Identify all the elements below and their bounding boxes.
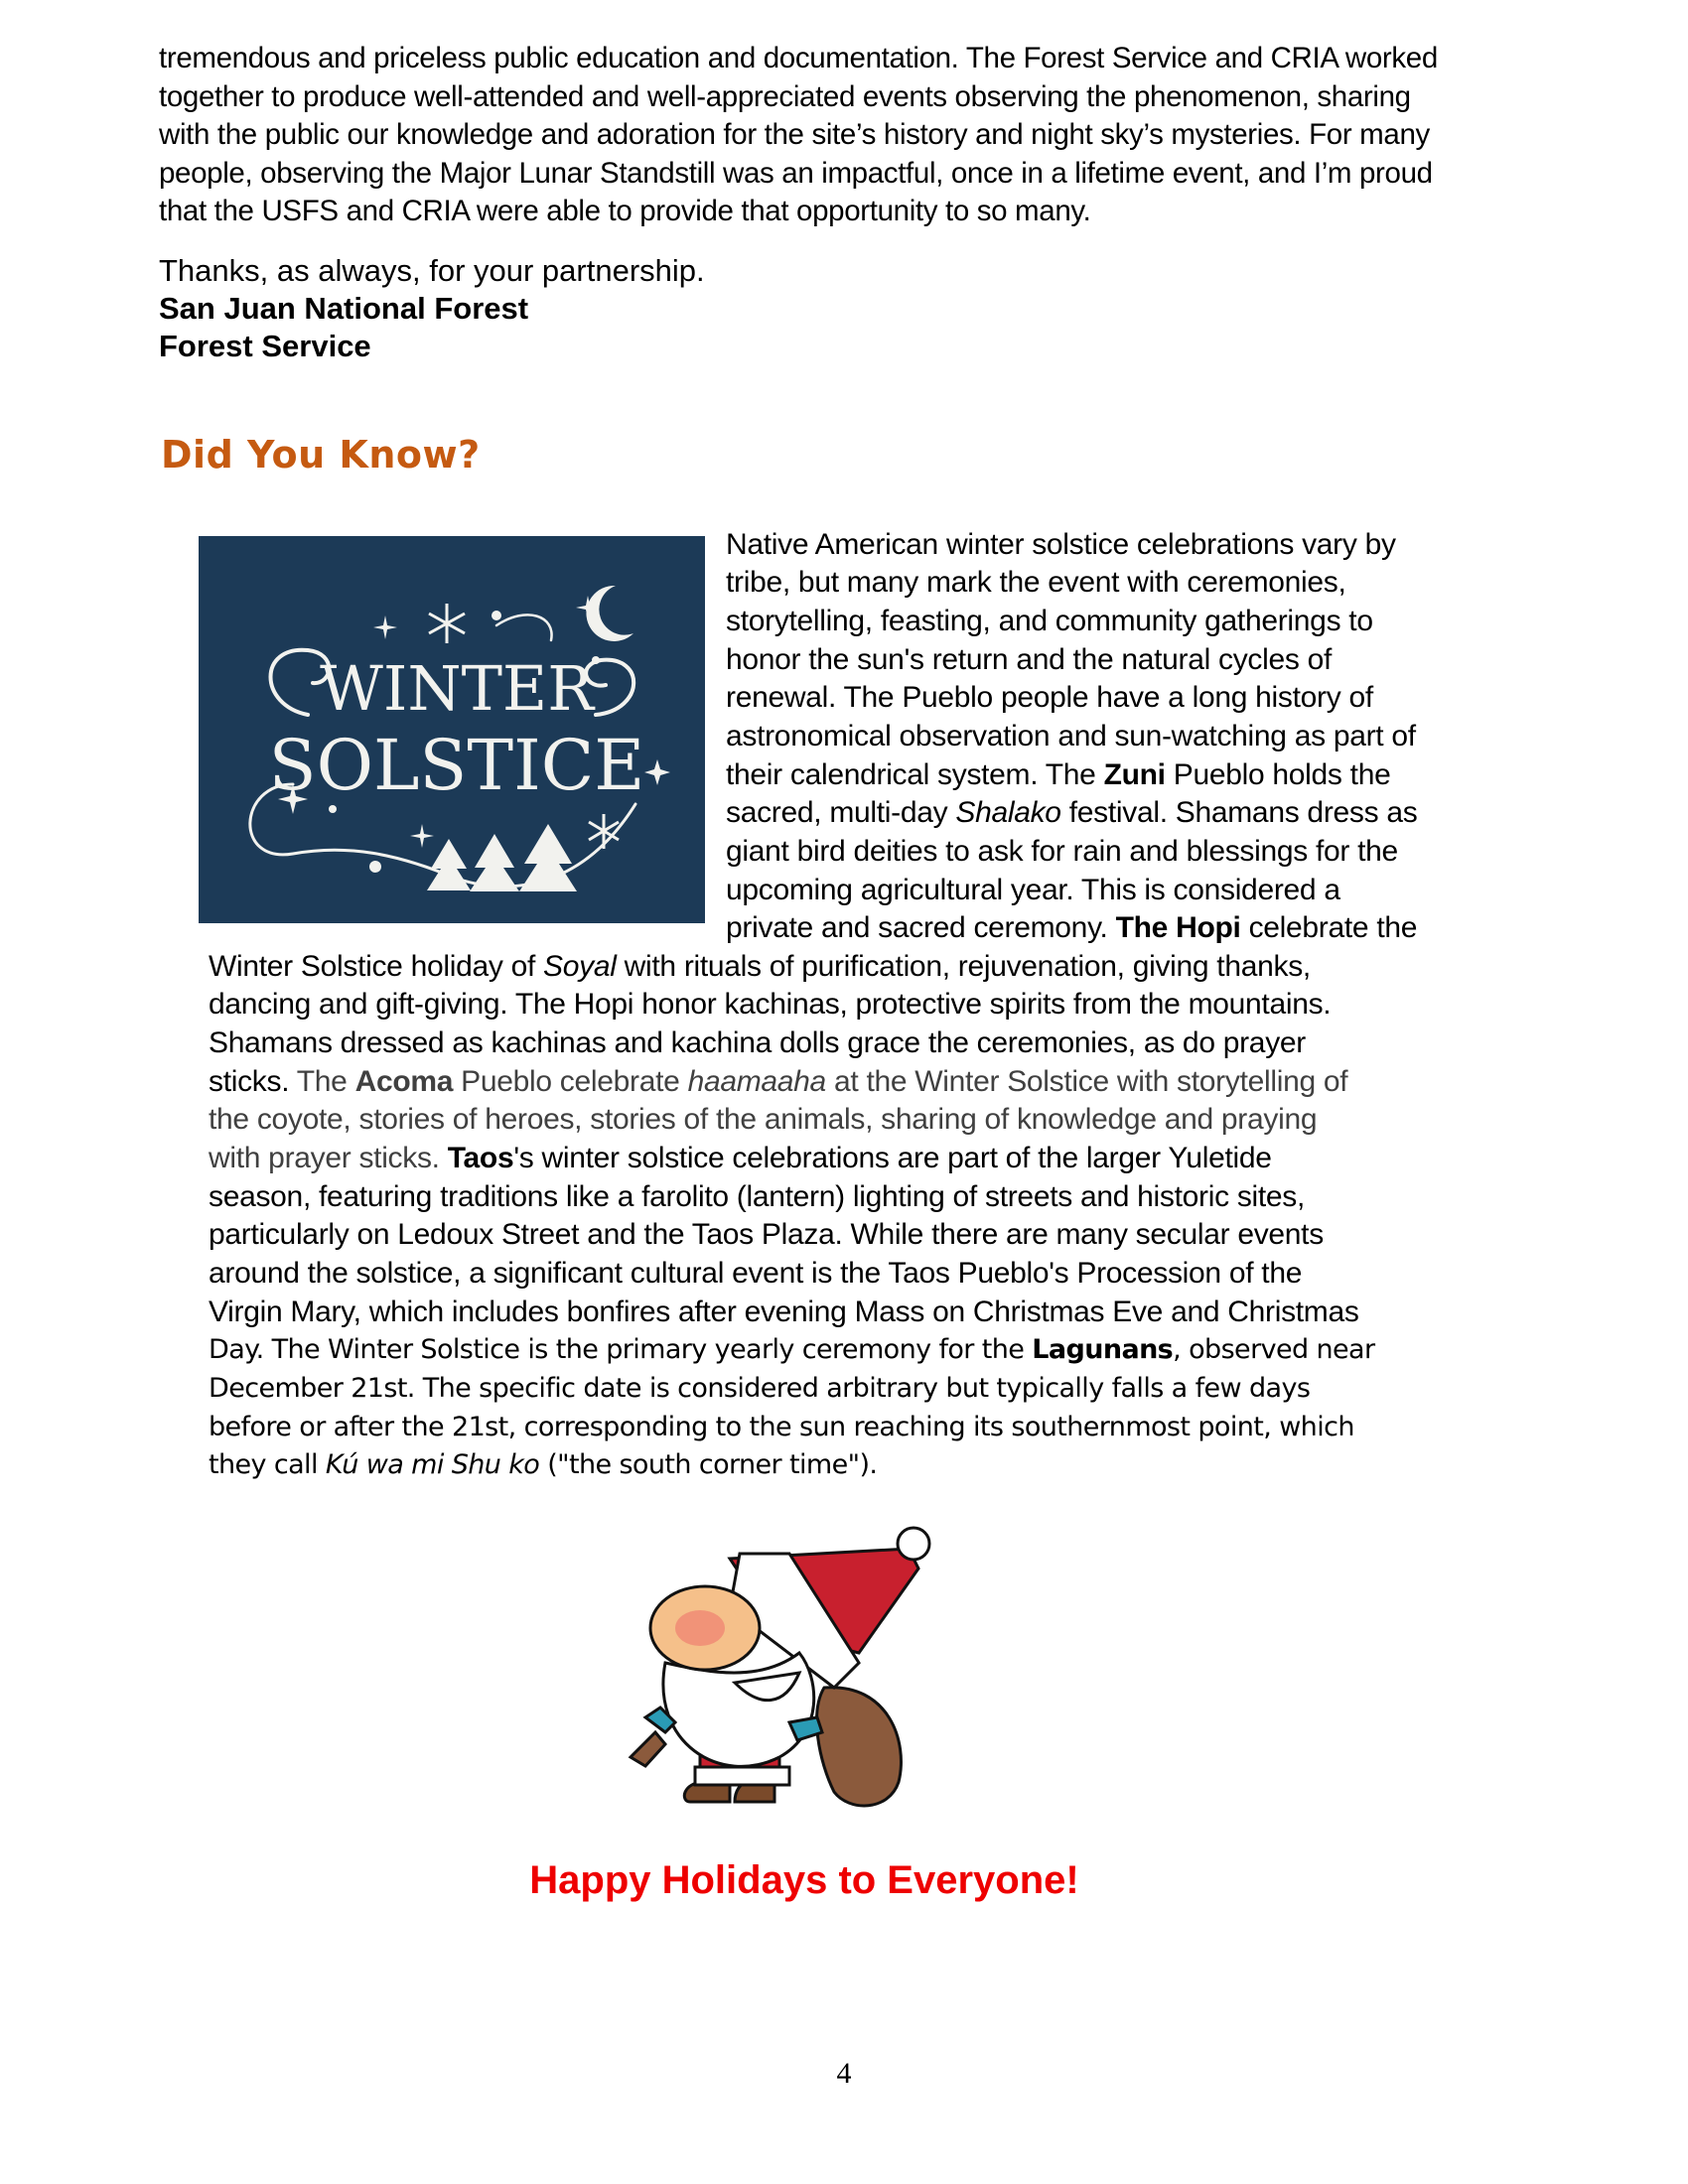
signature-agency: Forest Service bbox=[159, 329, 371, 363]
article-line: December 21st. The specific date is considered arbitrary but typically falls a few days bbox=[209, 1373, 1311, 1404]
text-run: , observed near bbox=[1173, 1334, 1375, 1365]
thanks-text: Thanks, as always, for your partnership. bbox=[159, 253, 705, 288]
article-line: storytelling, feasting, and community gatherings to bbox=[726, 605, 1373, 637]
article-line bbox=[209, 1446, 877, 1485]
article-line: Shamans dressed as kachinas and kachina dolls grace the ceremonies, as do prayer bbox=[209, 1026, 1306, 1059]
festival-soyal: Soyal bbox=[543, 950, 617, 983]
letter-line: tremendous and priceless public education and documentation. The Forest Service and CRIA worked bbox=[159, 42, 1438, 74]
text-run: their calendrical system. The bbox=[726, 758, 1104, 791]
article-line: dancing and gift-giving. The Hopi honor kachinas, protective spirits from the mountains. bbox=[209, 988, 1332, 1021]
term-ku-wa-mi-shu-ko: Kú wa mi Shu ko bbox=[325, 1449, 540, 1480]
tribe-acoma: Acoma bbox=[354, 1065, 454, 1098]
article-line: honor the sun's return and the natural cycles of bbox=[726, 643, 1333, 676]
text-run: private and sacred ceremony. bbox=[726, 911, 1116, 944]
text-run: sticks. bbox=[209, 1065, 290, 1098]
text-run: festival. Shamans dress as bbox=[1060, 796, 1418, 829]
article-line: around the solstice, a significant cultural event is the Taos Pueblo's Procession of the bbox=[209, 1257, 1303, 1290]
article-line bbox=[726, 909, 1417, 948]
article-line: upcoming agricultural year. This is considered a bbox=[726, 874, 1340, 906]
text-run: 's winter solstice celebrations are part of the larger Yuletide bbox=[513, 1142, 1272, 1174]
festival-haamaaha: haamaaha bbox=[687, 1065, 826, 1098]
article-line: renewal. The Pueblo people have a long history of bbox=[726, 681, 1373, 714]
article-line: giant bird deities to ask for rain and blessings for the bbox=[726, 835, 1398, 868]
letter-line: that the USFS and CRIA were able to provide that opportunity to so many. bbox=[159, 195, 1091, 227]
santa-illustration bbox=[611, 1514, 938, 1822]
text-run: The bbox=[289, 1065, 355, 1098]
page-number: 4 bbox=[836, 2057, 852, 2090]
text-run: with prayer sticks. bbox=[209, 1142, 448, 1174]
article-line: astronomical observation and sun-watching as part of bbox=[726, 720, 1416, 752]
text-run: Pueblo holds the bbox=[1165, 758, 1391, 791]
article-line: tribe, but many mark the event with ceremonies, bbox=[726, 566, 1346, 599]
holiday-greeting: Happy Holidays to Everyone! bbox=[529, 1858, 1079, 1902]
article-line bbox=[209, 948, 1311, 987]
text-run: sacred, multi-day bbox=[726, 796, 956, 829]
text-run: Winter Solstice holiday of bbox=[209, 950, 544, 983]
tribe-hopi: The Hopi bbox=[1115, 911, 1241, 944]
text-run: Pueblo celebrate bbox=[453, 1065, 688, 1098]
letter-paragraph bbox=[159, 40, 1529, 231]
text-run: ("the south corner time"). bbox=[539, 1449, 878, 1480]
article-line: the coyote, stories of heroes, stories of the animals, sharing of knowledge and praying bbox=[209, 1103, 1318, 1136]
tribe-taos: Taos bbox=[447, 1142, 514, 1174]
article-line: Native American winter solstice celebrations vary by bbox=[726, 528, 1396, 561]
image-title-solstice: SOLSTICE bbox=[268, 725, 645, 806]
winter-solstice-image bbox=[199, 536, 705, 923]
text-run: they call bbox=[209, 1449, 326, 1480]
letter-line: with the public our knowledge and adoration for the site’s history and night sky’s mysteries. For many bbox=[159, 118, 1430, 151]
article-line: Virgin Mary, which includes bonfires after evening Mass on Christmas Eve and Christmas bbox=[209, 1296, 1359, 1328]
letter-closing bbox=[159, 252, 705, 365]
article-line: particularly on Ledoux Street and the Taos Plaza. While there are many secular events bbox=[209, 1218, 1324, 1251]
signature-org: San Juan National Forest bbox=[159, 291, 529, 326]
tribe-lagunans: Lagunans bbox=[1032, 1334, 1174, 1365]
winter-solstice-illustration bbox=[199, 536, 705, 923]
letter-line: people, observing the Major Lunar Standstill was an impactful, once in a lifetime event, and I’m proud bbox=[159, 156, 1433, 190]
article-line: before or after the 21st, corresponding to the sun reaching its southernmost point, which bbox=[209, 1412, 1354, 1442]
image-title-winter: WINTER bbox=[320, 652, 594, 725]
article-line bbox=[209, 1140, 1272, 1178]
article-line bbox=[209, 1331, 1374, 1370]
text-run: with rituals of purification, rejuvenation, giving thanks, bbox=[616, 950, 1311, 983]
section-heading: Did You Know? bbox=[161, 433, 481, 477]
tribe-zuni: Zuni bbox=[1103, 758, 1166, 791]
text-run: Day. The Winter Solstice is the primary yearly ceremony for the bbox=[209, 1334, 1033, 1365]
article-line bbox=[726, 756, 1390, 795]
article-line bbox=[726, 794, 1417, 833]
letter-line: together to produce well-attended and well-appreciated events observing the phenomenon, sharing bbox=[159, 79, 1411, 113]
article-line: season, featuring traditions like a farolito (lantern) lighting of streets and historic sites, bbox=[209, 1180, 1306, 1213]
festival-shalako: Shalako bbox=[955, 796, 1061, 829]
text-run: celebrate the bbox=[1240, 911, 1418, 944]
article-line bbox=[209, 1063, 1347, 1102]
text-run: at the Winter Solstice with storytelling of bbox=[825, 1065, 1348, 1098]
